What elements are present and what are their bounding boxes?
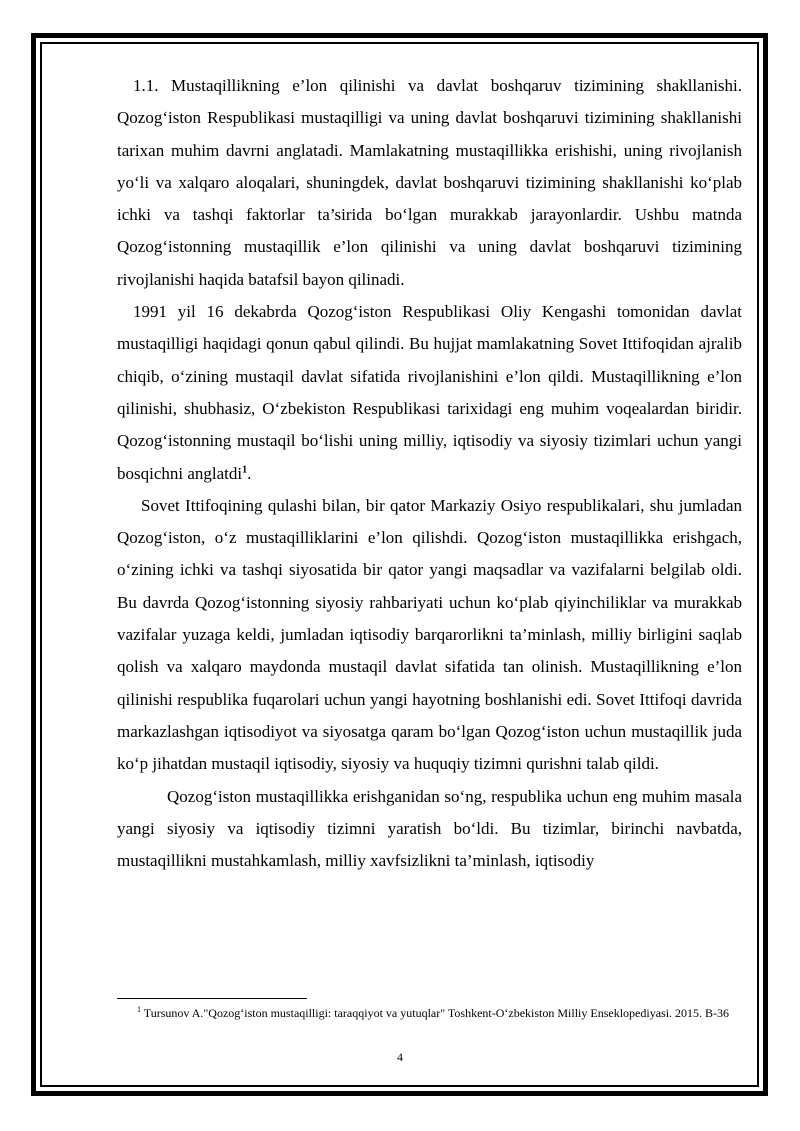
paragraph-2-end: . xyxy=(247,463,252,483)
footnote-text: Tursunov A."Qozog‘iston mustaqilligi: taraqqiyot va yutuqlar" Toshkent-O‘zbekiston Milliy Enseklopediyasi. 2015. B-36 xyxy=(143,1006,730,1020)
paragraph-1: 1.1. Mustaqillikning e’lon qilinishi va davlat boshqaruv tizimining shakllanishi. Qozog‘iston Respublikasi mustaqilligi va uning davlat boshqaruvi tizimining shakllanishi tarixan muhim davrni anglatadi. Mamlakatning mustaqillikka erishishi, uning rivojlanish yo‘li va xalqaro aloqalari, shuningdek, davlat boshqaruvi tizimining shakllanishi ko‘plab ichki va tashqi faktorlar ta’sirida bo‘lgan murakkab jarayonlardir. Ushbu matnda Qozog‘istonning mustaqillik e’lon qilinishi va uning davlat boshqaruvi tizimining rivojlanishi haqida batafsil bayon qilinadi. xyxy=(117,76,742,289)
footnote xyxy=(137,1005,742,1022)
paragraph-2-text: 1991 yil 16 dekabrda Qozog‘iston Respublikasi Oliy Kengashi tomonidan davlat mustaqilligi haqidagi qonun qabul qilindi. Bu hujjat mamlakatning Sovet Ittifoqidan ajralib chiqib, o‘zining mustaqil davlat sifatida rivojlanishini e’lon qildi. Mustaqillikning e’lon qilinishi, shubhasiz, O‘zbekiston Respublikasi tarixidagi eng muhim voqealardan biridir. Qozog‘istonning mustaqil bo‘lishi uning milliy, iqtisodiy va siyosiy tizimlari uchun yangi bosqichni anglatdi xyxy=(117,302,742,483)
footnote-separator xyxy=(117,998,307,999)
paragraph-3: Sovet Ittifoqining qulashi bilan, bir qator Markaziy Osiyo respublikalari, shu jumladan Qozog‘iston, o‘z mustaqilliklarini e’lon qilishdi. Qozog‘iston mustaqillikka erishgach, o‘zining ichki va tashqi siyosatida bir qator yangi maqsadlar va vazifalarni belgilab oldi. Bu davrda Qozog‘istonning siyosiy rahbariyati uchun ko‘plab qiyinchiliklar va murakkab vazifalar yuzaga keldi, jumladan iqtisodiy barqarorlikni ta’minlash, milliy birligini saqlab qolish va xalqaro maydonda mustaqil davlat sifatida tan olinish. Mustaqillikning e’lon qilinishi respublika fuqarolari uchun yangi hayotning boshlanishi edi. Sovet Ittifoqi davrida markazlashgan iqtisodiyot va siyosatga qaram bo‘lgan Qozog‘iston uchun mustaqillik juda ko‘p jihatdan mustaqil iqtisodiy, siyosiy va huquqiy tizimni qurishni talab qildi. xyxy=(117,495,742,774)
document-body xyxy=(117,70,742,877)
paragraph-4: Qozog‘iston mustaqillikka erishganidan so‘ng, respublika uchun eng muhim masala yangi siyosiy va iqtisodiy tizimni yaratish bo‘ldi. Bu tizimlar, birinchi navbatda, mustaqillikni mustahkamlash, milliy xavfsizlikni ta’minlash, iqtisodiy xyxy=(117,786,742,871)
page-number: 4 xyxy=(397,1050,403,1064)
paragraph-2 xyxy=(117,296,742,490)
footnote-reference[interactable]: 1 xyxy=(242,463,248,475)
footnote-number: 1 xyxy=(137,1005,141,1014)
